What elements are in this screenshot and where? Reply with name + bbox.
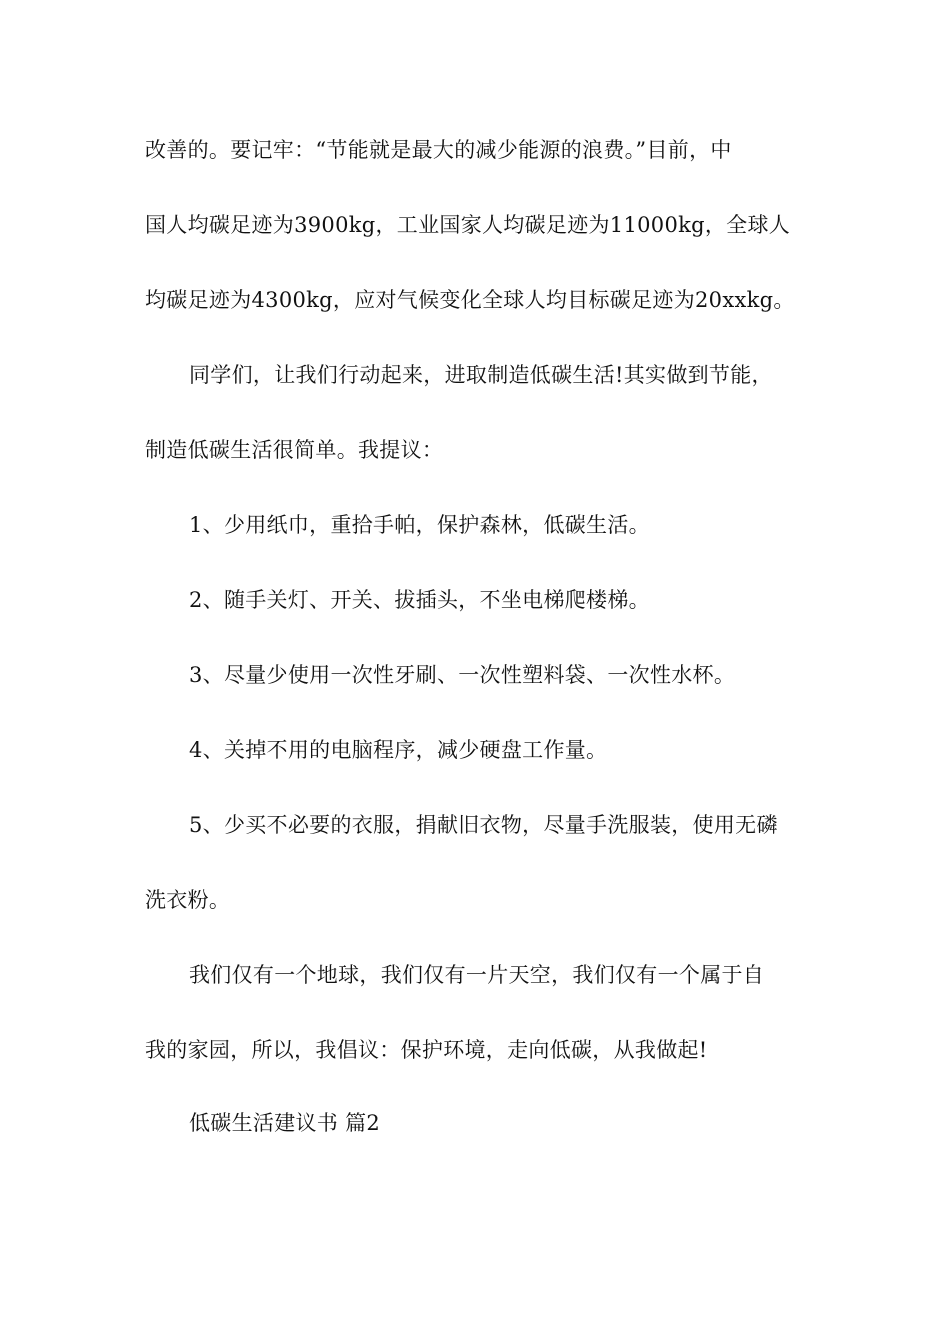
list-item-continuation: 洗衣粉。	[145, 888, 231, 912]
paragraph-line: 均碳足迹为4300kg，应对气候变化全球人均目标碳足迹为20xxkg。	[145, 288, 795, 312]
section-heading: 低碳生活建议书 篇2	[189, 1111, 381, 1135]
paragraph-line: 国人均碳足迹为3900kg，工业国家人均碳足迹为11000kg，全球人	[145, 213, 791, 237]
paragraph-line: 我的家园，所以，我倡议：保护环境，走向低碳，从我做起!	[145, 1038, 708, 1062]
list-item: 3、尽量少使用一次性牙刷、一次性塑料袋、一次性水杯。	[189, 663, 736, 687]
list-item: 4、关掉不用的电脑程序，减少硬盘工作量。	[189, 738, 608, 762]
list-item: 1、少用纸巾，重拾手帕，保护森林，低碳生活。	[189, 513, 650, 537]
paragraph-line: 我们仅有一个地球，我们仅有一片天空，我们仅有一个属于自	[189, 963, 765, 987]
paragraph-line: 同学们，让我们行动起来，进取制造低碳生活!其实做到节能，	[189, 363, 773, 387]
list-item: 5、少买不必要的衣服，捐献旧衣物，尽量手洗服装，使用无磷	[189, 813, 778, 837]
list-item: 2、随手关灯、开关、拔插头，不坐电梯爬楼梯。	[189, 588, 650, 612]
paragraph-line: 制造低碳生活很简单。我提议：	[145, 438, 444, 462]
paragraph-line: 改善的。要记牢：“节能就是最大的减少能源的浪费。”目前，中	[145, 138, 732, 162]
